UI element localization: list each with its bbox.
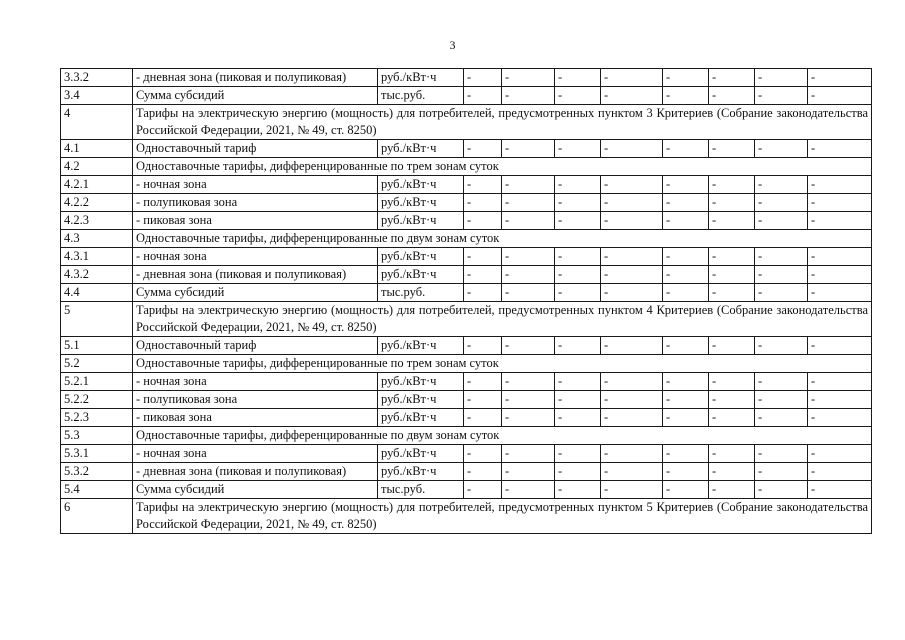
table-row (61, 445, 872, 463)
value-cell: - (464, 463, 502, 481)
section-title: Одноставочные тарифы, дифференцированные по трем зонам суток (133, 355, 872, 373)
value-cell: - (555, 212, 601, 230)
value-cell: - (464, 194, 502, 212)
table-row (61, 266, 872, 284)
value-cell: - (709, 87, 755, 105)
value-cell: - (502, 463, 555, 481)
value-cell: - (502, 337, 555, 355)
value-cell: - (663, 212, 709, 230)
value-cell: - (502, 212, 555, 230)
value-cell: - (663, 248, 709, 266)
value-cell: - (755, 212, 808, 230)
row-number: 5.2.1 (61, 373, 133, 391)
value-cell: - (601, 248, 663, 266)
value-cell: - (502, 248, 555, 266)
value-cell: - (663, 463, 709, 481)
row-unit: тыс.руб. (378, 481, 464, 499)
section-title: Одноставочные тарифы, дифференцированные по двум зонам суток (133, 427, 872, 445)
value-cell: - (502, 409, 555, 427)
table-row (61, 105, 872, 140)
row-unit: руб./кВт·ч (378, 337, 464, 355)
value-cell: - (808, 140, 872, 158)
table-row (61, 427, 872, 445)
value-cell: - (601, 445, 663, 463)
row-number: 5.2 (61, 355, 133, 373)
row-name: Одноставочный тариф (133, 337, 378, 355)
row-number: 4.3 (61, 230, 133, 248)
row-name: - ночная зона (133, 445, 378, 463)
value-cell: - (755, 176, 808, 194)
value-cell: - (555, 409, 601, 427)
value-cell: - (755, 140, 808, 158)
value-cell: - (663, 194, 709, 212)
table-row (61, 355, 872, 373)
value-cell: - (663, 373, 709, 391)
value-cell: - (601, 337, 663, 355)
row-number: 5.2.3 (61, 409, 133, 427)
row-unit: руб./кВт·ч (378, 463, 464, 481)
row-name: - ночная зона (133, 176, 378, 194)
row-number: 4.2 (61, 158, 133, 176)
value-cell: - (555, 87, 601, 105)
value-cell: - (464, 337, 502, 355)
value-cell: - (709, 140, 755, 158)
value-cell: - (808, 266, 872, 284)
value-cell: - (601, 481, 663, 499)
value-cell: - (709, 373, 755, 391)
section-title: Одноставочные тарифы, дифференцированные по трем зонам суток (133, 158, 872, 176)
row-number: 4.1 (61, 140, 133, 158)
section-title: Тарифы на электрическую энергию (мощность) для потребителей, предусмотренных пунктом 4 Критериев (Собрание законодательства Российской Федерации, 2021, № 49, ст. 8250) (133, 302, 872, 337)
row-unit: руб./кВт·ч (378, 409, 464, 427)
value-cell: - (464, 176, 502, 194)
row-name: - ночная зона (133, 248, 378, 266)
row-number: 5.1 (61, 337, 133, 355)
value-cell: - (709, 194, 755, 212)
value-cell: - (502, 87, 555, 105)
value-cell: - (808, 87, 872, 105)
value-cell: - (663, 140, 709, 158)
tariff-table (60, 68, 872, 534)
value-cell: - (709, 337, 755, 355)
value-cell: - (808, 194, 872, 212)
value-cell: - (755, 248, 808, 266)
table-row (61, 463, 872, 481)
value-cell: - (755, 445, 808, 463)
value-cell: - (755, 87, 808, 105)
table-row (61, 409, 872, 427)
value-cell: - (709, 248, 755, 266)
row-number: 3.3.2 (61, 69, 133, 87)
row-number: 4.4 (61, 284, 133, 302)
table-row (61, 176, 872, 194)
row-unit: руб./кВт·ч (378, 176, 464, 194)
value-cell: - (601, 284, 663, 302)
row-number: 5 (61, 302, 133, 337)
value-cell: - (555, 463, 601, 481)
row-name: - дневная зона (пиковая и полупиковая) (133, 463, 378, 481)
value-cell: - (464, 445, 502, 463)
table-row (61, 302, 872, 337)
value-cell: - (601, 212, 663, 230)
value-cell: - (755, 391, 808, 409)
value-cell: - (755, 194, 808, 212)
row-unit: руб./кВт·ч (378, 69, 464, 87)
row-name: - дневная зона (пиковая и полупиковая) (133, 266, 378, 284)
row-name: - дневная зона (пиковая и полупиковая) (133, 69, 378, 87)
table-row (61, 140, 872, 158)
table-row (61, 499, 872, 534)
value-cell: - (601, 87, 663, 105)
value-cell: - (464, 248, 502, 266)
section-title: Тарифы на электрическую энергию (мощность) для потребителей, предусмотренных пунктом 5 Критериев (Собрание законодательства Российской Федерации, 2021, № 49, ст. 8250) (133, 499, 872, 534)
value-cell: - (555, 481, 601, 499)
value-cell: - (555, 194, 601, 212)
value-cell: - (601, 69, 663, 87)
row-unit: руб./кВт·ч (378, 445, 464, 463)
value-cell: - (755, 481, 808, 499)
value-cell: - (464, 409, 502, 427)
row-number: 3.4 (61, 87, 133, 105)
value-cell: - (709, 463, 755, 481)
row-unit: руб./кВт·ч (378, 212, 464, 230)
value-cell: - (709, 391, 755, 409)
value-cell: - (502, 481, 555, 499)
value-cell: - (808, 445, 872, 463)
value-cell: - (663, 337, 709, 355)
row-name: - пиковая зона (133, 212, 378, 230)
value-cell: - (502, 266, 555, 284)
table-row (61, 212, 872, 230)
value-cell: - (808, 69, 872, 87)
value-cell: - (755, 69, 808, 87)
value-cell: - (555, 248, 601, 266)
value-cell: - (502, 176, 555, 194)
row-unit: руб./кВт·ч (378, 266, 464, 284)
row-name: Сумма субсидий (133, 481, 378, 499)
value-cell: - (502, 284, 555, 302)
table-row (61, 248, 872, 266)
value-cell: - (464, 266, 502, 284)
row-number: 5.3.2 (61, 463, 133, 481)
value-cell: - (709, 284, 755, 302)
value-cell: - (555, 140, 601, 158)
row-number: 4.3.1 (61, 248, 133, 266)
value-cell: - (663, 69, 709, 87)
row-number: 5.4 (61, 481, 133, 499)
value-cell: - (555, 176, 601, 194)
row-unit: тыс.руб. (378, 284, 464, 302)
value-cell: - (663, 391, 709, 409)
row-name: - полупиковая зона (133, 194, 378, 212)
value-cell: - (755, 266, 808, 284)
row-unit: руб./кВт·ч (378, 248, 464, 266)
value-cell: - (464, 87, 502, 105)
row-name: Одноставочный тариф (133, 140, 378, 158)
row-number: 4.2.3 (61, 212, 133, 230)
row-unit: руб./кВт·ч (378, 373, 464, 391)
value-cell: - (601, 463, 663, 481)
value-cell: - (808, 337, 872, 355)
row-name: Сумма субсидий (133, 284, 378, 302)
row-number: 5.2.2 (61, 391, 133, 409)
value-cell: - (502, 194, 555, 212)
section-title: Одноставочные тарифы, дифференцированные по двум зонам суток (133, 230, 872, 248)
value-cell: - (709, 69, 755, 87)
value-cell: - (808, 248, 872, 266)
value-cell: - (464, 140, 502, 158)
value-cell: - (709, 481, 755, 499)
value-cell: - (601, 176, 663, 194)
value-cell: - (663, 176, 709, 194)
row-name: - ночная зона (133, 373, 378, 391)
value-cell: - (808, 373, 872, 391)
row-name: - полупиковая зона (133, 391, 378, 409)
row-number: 6 (61, 499, 133, 534)
value-cell: - (808, 212, 872, 230)
value-cell: - (808, 481, 872, 499)
table-row (61, 337, 872, 355)
table-row (61, 373, 872, 391)
value-cell: - (555, 284, 601, 302)
table-body (61, 69, 872, 534)
row-number: 4 (61, 105, 133, 140)
row-unit: руб./кВт·ч (378, 140, 464, 158)
value-cell: - (755, 409, 808, 427)
section-title: Тарифы на электрическую энергию (мощность) для потребителей, предусмотренных пунктом 3 Критериев (Собрание законодательства Российской Федерации, 2021, № 49, ст. 8250) (133, 105, 872, 140)
value-cell: - (555, 266, 601, 284)
value-cell: - (601, 140, 663, 158)
value-cell: - (502, 445, 555, 463)
value-cell: - (601, 194, 663, 212)
value-cell: - (555, 373, 601, 391)
value-cell: - (755, 463, 808, 481)
value-cell: - (808, 176, 872, 194)
value-cell: - (464, 284, 502, 302)
value-cell: - (709, 409, 755, 427)
value-cell: - (808, 463, 872, 481)
table-row (61, 230, 872, 248)
value-cell: - (555, 391, 601, 409)
value-cell: - (808, 409, 872, 427)
value-cell: - (555, 445, 601, 463)
value-cell: - (663, 481, 709, 499)
value-cell: - (555, 69, 601, 87)
value-cell: - (464, 391, 502, 409)
value-cell: - (663, 284, 709, 302)
value-cell: - (663, 87, 709, 105)
value-cell: - (464, 481, 502, 499)
row-number: 4.3.2 (61, 266, 133, 284)
page-number: 3 (449, 38, 456, 52)
value-cell: - (709, 266, 755, 284)
row-number: 5.3.1 (61, 445, 133, 463)
table-row (61, 284, 872, 302)
value-cell: - (464, 373, 502, 391)
table-row (61, 391, 872, 409)
value-cell: - (709, 176, 755, 194)
table-row (61, 158, 872, 176)
value-cell: - (555, 337, 601, 355)
row-name: Сумма субсидий (133, 87, 378, 105)
row-unit: тыс.руб. (378, 87, 464, 105)
row-unit: руб./кВт·ч (378, 194, 464, 212)
row-number: 4.2.1 (61, 176, 133, 194)
table-row (61, 69, 872, 87)
value-cell: - (464, 212, 502, 230)
value-cell: - (601, 373, 663, 391)
table-row (61, 87, 872, 105)
value-cell: - (601, 409, 663, 427)
value-cell: - (502, 373, 555, 391)
value-cell: - (502, 391, 555, 409)
value-cell: - (464, 69, 502, 87)
table-row (61, 194, 872, 212)
value-cell: - (808, 284, 872, 302)
value-cell: - (502, 140, 555, 158)
row-number: 5.3 (61, 427, 133, 445)
value-cell: - (663, 409, 709, 427)
row-unit: руб./кВт·ч (378, 391, 464, 409)
row-number: 4.2.2 (61, 194, 133, 212)
value-cell: - (663, 266, 709, 284)
value-cell: - (755, 284, 808, 302)
value-cell: - (755, 373, 808, 391)
value-cell: - (709, 212, 755, 230)
value-cell: - (601, 391, 663, 409)
value-cell: - (755, 337, 808, 355)
row-name: - пиковая зона (133, 409, 378, 427)
value-cell: - (663, 445, 709, 463)
value-cell: - (502, 69, 555, 87)
value-cell: - (709, 445, 755, 463)
value-cell: - (601, 266, 663, 284)
table-row (61, 481, 872, 499)
value-cell: - (808, 391, 872, 409)
